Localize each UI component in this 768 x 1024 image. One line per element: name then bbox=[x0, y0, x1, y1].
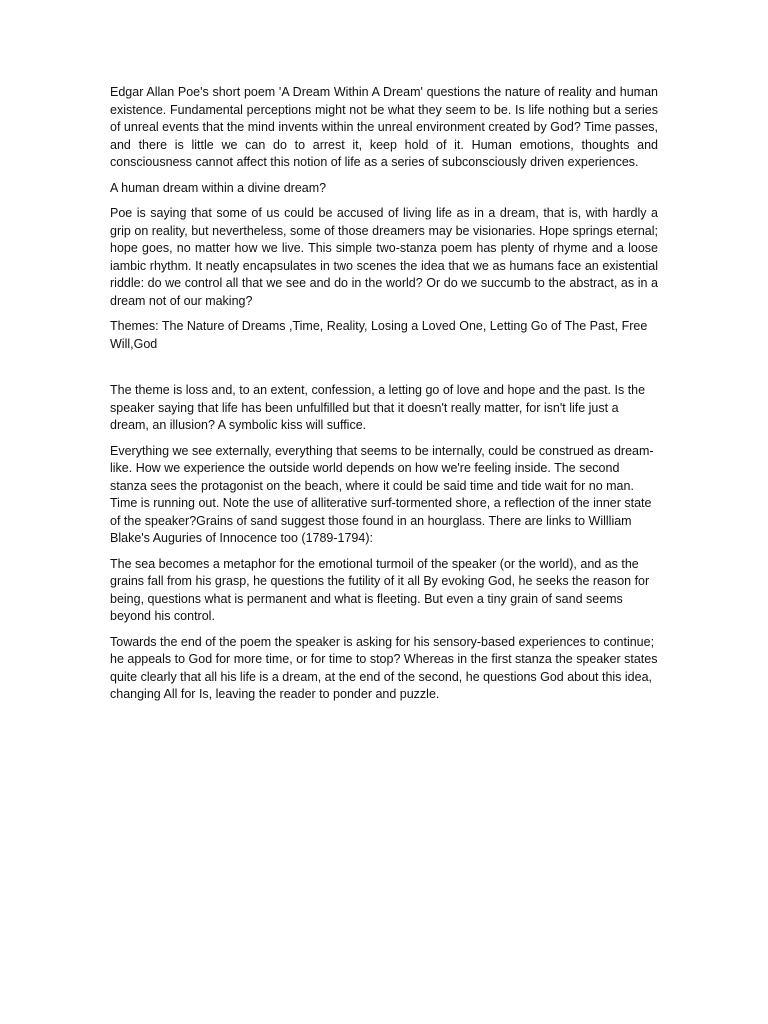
intro-paragraph: Edgar Allan Poe's short poem 'A Dream Within A Dream' questions the nature of reality and human existence. Fundamental perceptions might not be what they seem to be. Is life nothing but a series of unreal events that the mind invents within the unreal environment created by God? Time passes, and there is little we can do to arrest it, keep hold of it. Human emotions, thoughts and consciousness cannot affect this notion of life as a series of subconsciously driven experiences. bbox=[110, 85, 658, 169]
ending-paragraph: Towards the end of the poem the speaker is asking for his sensory-based experiences to continue; he appeals to God for more time, or for time to stop? Whereas in the first stanza the speaker states quite clearly that all his life is a dream, at the end of the second, he questions God about this idea, changing All for Is, leaving the reader to ponder and puzzle. bbox=[110, 634, 658, 701]
theme-paragraph: The theme is loss and, to an extent, confession, a letting go of love and hope and the past. Is the speaker saying that life has been unfulfilled but that it doesn't really matter, for isn't life just a dream, an illusion? A symbolic kiss will suffice. bbox=[110, 383, 646, 432]
second-stanza-paragraph: Everything we see externally, everything that seems to be internally, could be construed as dream-like. How we experience the outside world depends on how we're feeling inside. The second stanza sees the protagonist on the beach, where it could be said time and tide wait for no man. Time is running out. Note the use of alliterative surf-tormented shore, a reflection of the inner state of the speaker?Grains of sand suggest those found in an hourglass. There are links to Willliam Blake's Auguries of Innocence too (1789-1794): bbox=[110, 443, 654, 545]
question-line: A human dream within a divine dream? bbox=[110, 180, 327, 195]
document-body bbox=[110, 84, 658, 712]
sea-metaphor-paragraph: The sea becomes a metaphor for the emotional turmoil of the speaker (or the world), and as the grains fall from his grasp, he questions the futility of it all By evoking God, he seeks the reason for being, questions what is permanent and what is fleeting. But even a tiny grain of sand seems beyond his control. bbox=[110, 556, 650, 623]
analysis-paragraph: Poe is saying that some of us could be accused of living life as in a dream, that is, with hardly a grip on reality, but nevertheless, some of those dreamers may be visionaries. Hope springs eternal; hope goes, no matter how we live. This simple two-stanza poem has plenty of rhyme and a loose iambic rhythm. It neatly encapsulates in two scenes the idea that we as humans face an existential riddle: do we control all that we see and do in the world? Or do we succumb to the abstract, as in a dream not of our making? bbox=[110, 206, 658, 308]
themes-line: Themes: The Nature of Dreams ,Time, Reality, Losing a Loved One, Letting Go of The Past, Free Will,God bbox=[110, 319, 648, 351]
